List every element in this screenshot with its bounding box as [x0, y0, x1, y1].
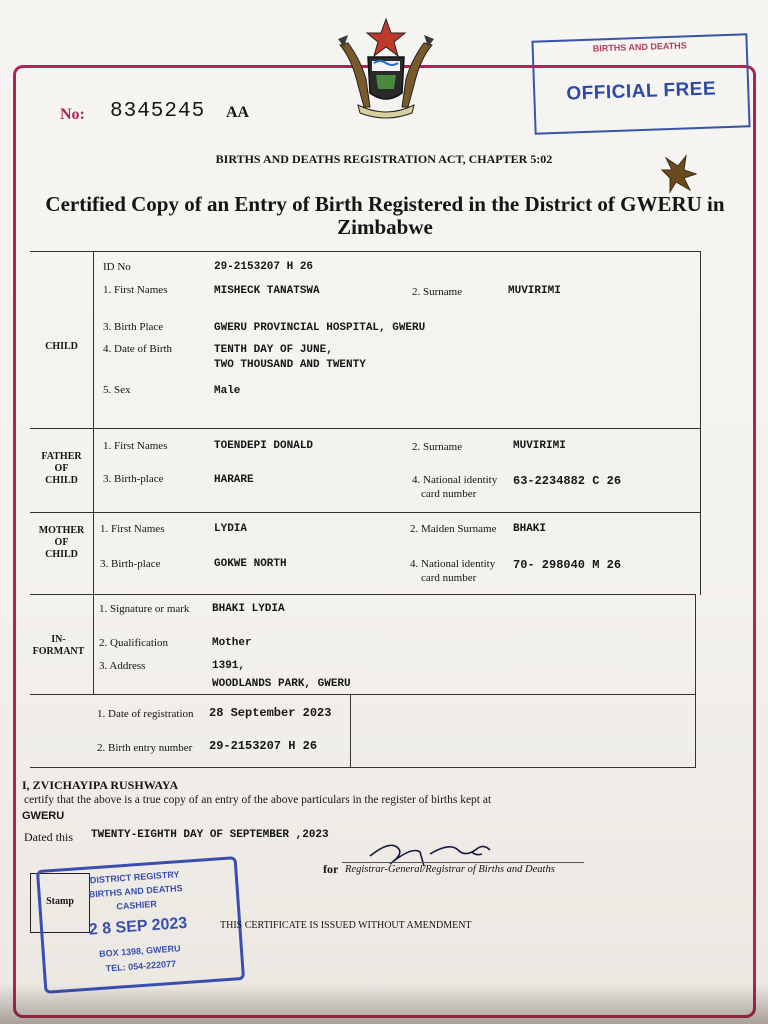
section-informant	[24, 634, 93, 658]
child-birth-place-label: 3. Birth Place	[103, 321, 164, 333]
child-dob-line2: TWO THOUSAND AND TWENTY	[214, 359, 366, 371]
registration-date-value: 28 September 2023	[209, 706, 332, 720]
mother-first-names-value: LYDIA	[214, 523, 248, 535]
certificate-number-label: No:	[60, 106, 85, 123]
table-rule-registration	[30, 694, 696, 695]
table-section-divider	[93, 251, 94, 595]
table-right-rule-lower	[695, 594, 696, 768]
father-surname-label: 2. Surname	[412, 441, 463, 453]
registration-date-label: 1. Date of registration	[97, 708, 194, 720]
amendment-notice: THIS CERTIFICATE IS ISSUED WITHOUT AMENDMENT	[220, 920, 472, 931]
informant-qualification-value: Mother	[212, 637, 252, 649]
section-informant-l2: FORMANT	[32, 646, 85, 657]
section-father-l1: FATHER	[41, 451, 82, 462]
father-birth-place-value: HARARE	[214, 474, 254, 486]
section-informant-l1: IN-	[51, 634, 66, 645]
registrar-name: I, ZVICHAYIPA RUSHWAYA	[22, 778, 179, 792]
for-label: for	[323, 862, 339, 876]
district-stamp-line3: CASHIER	[116, 898, 158, 912]
district-stamp-line1: DISTRICT REGISTRY	[89, 869, 180, 886]
certify-text: certify that the above is a true copy of an entry of the above particulars in the register of births kept at	[24, 794, 492, 806]
child-sex-label: 5. Sex	[103, 384, 131, 396]
father-first-names-value: TOENDEPI DONALD	[214, 440, 314, 452]
informant-signature-value: BHAKI LYDIA	[212, 603, 285, 615]
mother-nid-value: 70- 298040 M 26	[513, 558, 622, 572]
child-sex-value: Male	[214, 385, 241, 397]
father-first-names-label: 1. First Names	[103, 440, 168, 452]
mother-maiden-value: BHAKI	[513, 523, 547, 535]
registrar-title: Registrar-General/Registrar of Births and Deaths	[345, 864, 555, 875]
child-dob-label: 4. Date of Birth	[103, 343, 173, 355]
section-father	[30, 451, 93, 487]
father-nid-value: 63-2234882 C 26	[513, 474, 622, 488]
section-father-l2: OF	[54, 463, 69, 474]
table-informant-divider	[93, 594, 94, 694]
table-bottom-rule	[30, 767, 696, 768]
section-mother-l2: OF	[54, 537, 69, 548]
table-rule-father	[30, 428, 701, 429]
official-stamp-main-text: OFFICIAL FREE	[566, 78, 717, 105]
mother-maiden-label: 2. Maiden Surname	[410, 523, 497, 535]
certificate-title: Certified Copy of an Entry of Birth Registered in the District of GWERU in Zimbabwe	[45, 192, 725, 239]
district-stamp-line2: BIRTHS AND DEATHS	[88, 882, 183, 900]
child-surname-label: 2. Surname	[412, 286, 463, 298]
section-mother-l3: CHILD	[45, 549, 78, 560]
child-dob-line1: TENTH DAY OF JUNE,	[214, 344, 333, 356]
mother-birth-place-value: GOKWE NORTH	[214, 558, 287, 570]
dated-label: Dated this	[24, 830, 73, 844]
district-registry-stamp	[36, 856, 245, 994]
mother-birth-place-label: 3. Birth-place	[100, 558, 161, 570]
table-top-rule	[30, 251, 701, 252]
table-rule-mother	[30, 512, 701, 513]
father-birth-place-label: 3. Birth-place	[103, 473, 164, 485]
district-stamp-line4: BOX 1398, GWERU	[98, 943, 181, 959]
birth-entry-label: 2. Birth entry number	[97, 742, 193, 754]
register-place: GWERU	[22, 810, 65, 822]
section-father-l3: CHILD	[45, 475, 78, 486]
child-birth-place-value: GWERU PROVINCIAL HOSPITAL, GWERU	[214, 322, 426, 334]
certificate-number: 8345245	[110, 100, 206, 123]
official-free-stamp	[531, 33, 750, 134]
district-stamp-line5: TEL: 054-222077	[105, 958, 177, 974]
informant-signature-label: 1. Signature or mark	[99, 603, 190, 615]
birth-entry-value: 29-2153207 H 26	[209, 739, 318, 753]
father-nid-label-l1: 4. National identity	[412, 474, 498, 486]
informant-address-label: 3. Address	[99, 660, 146, 672]
table-right-rule	[700, 251, 701, 595]
certificate-number-suffix: AA	[226, 104, 250, 121]
section-child: CHILD	[45, 341, 78, 352]
child-id-value: 29-2153207 H 26	[214, 261, 314, 273]
page-shadow	[0, 984, 768, 1024]
table-rule-informant	[30, 594, 696, 595]
father-surname-value: MUVIRIMI	[513, 440, 566, 452]
informant-address-line2: WOODLANDS PARK, GWERU	[212, 678, 351, 690]
informant-qualification-label: 2. Qualification	[99, 637, 169, 649]
child-id-label: ID No	[103, 261, 131, 273]
section-mother	[30, 525, 93, 561]
district-stamp-date: 2 8 SEP 2023	[88, 914, 188, 939]
dated-value: TWENTY-EIGHTH DAY OF SEPTEMBER ,2023	[91, 829, 329, 841]
stamp-label: Stamp	[46, 896, 74, 907]
zimbabwe-coat-of-arms-icon	[330, 15, 442, 121]
official-stamp-top-text: BIRTHS AND DEATHS	[592, 40, 687, 54]
mother-nid-label-l2: card number	[421, 572, 477, 584]
section-mother-l1: MOTHER	[38, 525, 85, 536]
child-first-names-label: 1. First Names	[103, 284, 168, 296]
child-first-names-value: MISHECK TANATSWA	[214, 285, 320, 297]
mother-nid-label-l1: 4. National identity	[410, 558, 496, 570]
mother-first-names-label: 1. First Names	[100, 523, 165, 535]
signature-line	[342, 862, 584, 863]
table-registration-divider	[350, 694, 351, 768]
child-surname-value: MUVIRIMI	[508, 285, 561, 297]
father-nid-label-l2: card number	[421, 488, 477, 500]
act-reference: BIRTHS AND DEATHS REGISTRATION ACT, CHAPTER 5:02	[215, 152, 553, 166]
informant-address-line1: 1391,	[212, 660, 246, 672]
